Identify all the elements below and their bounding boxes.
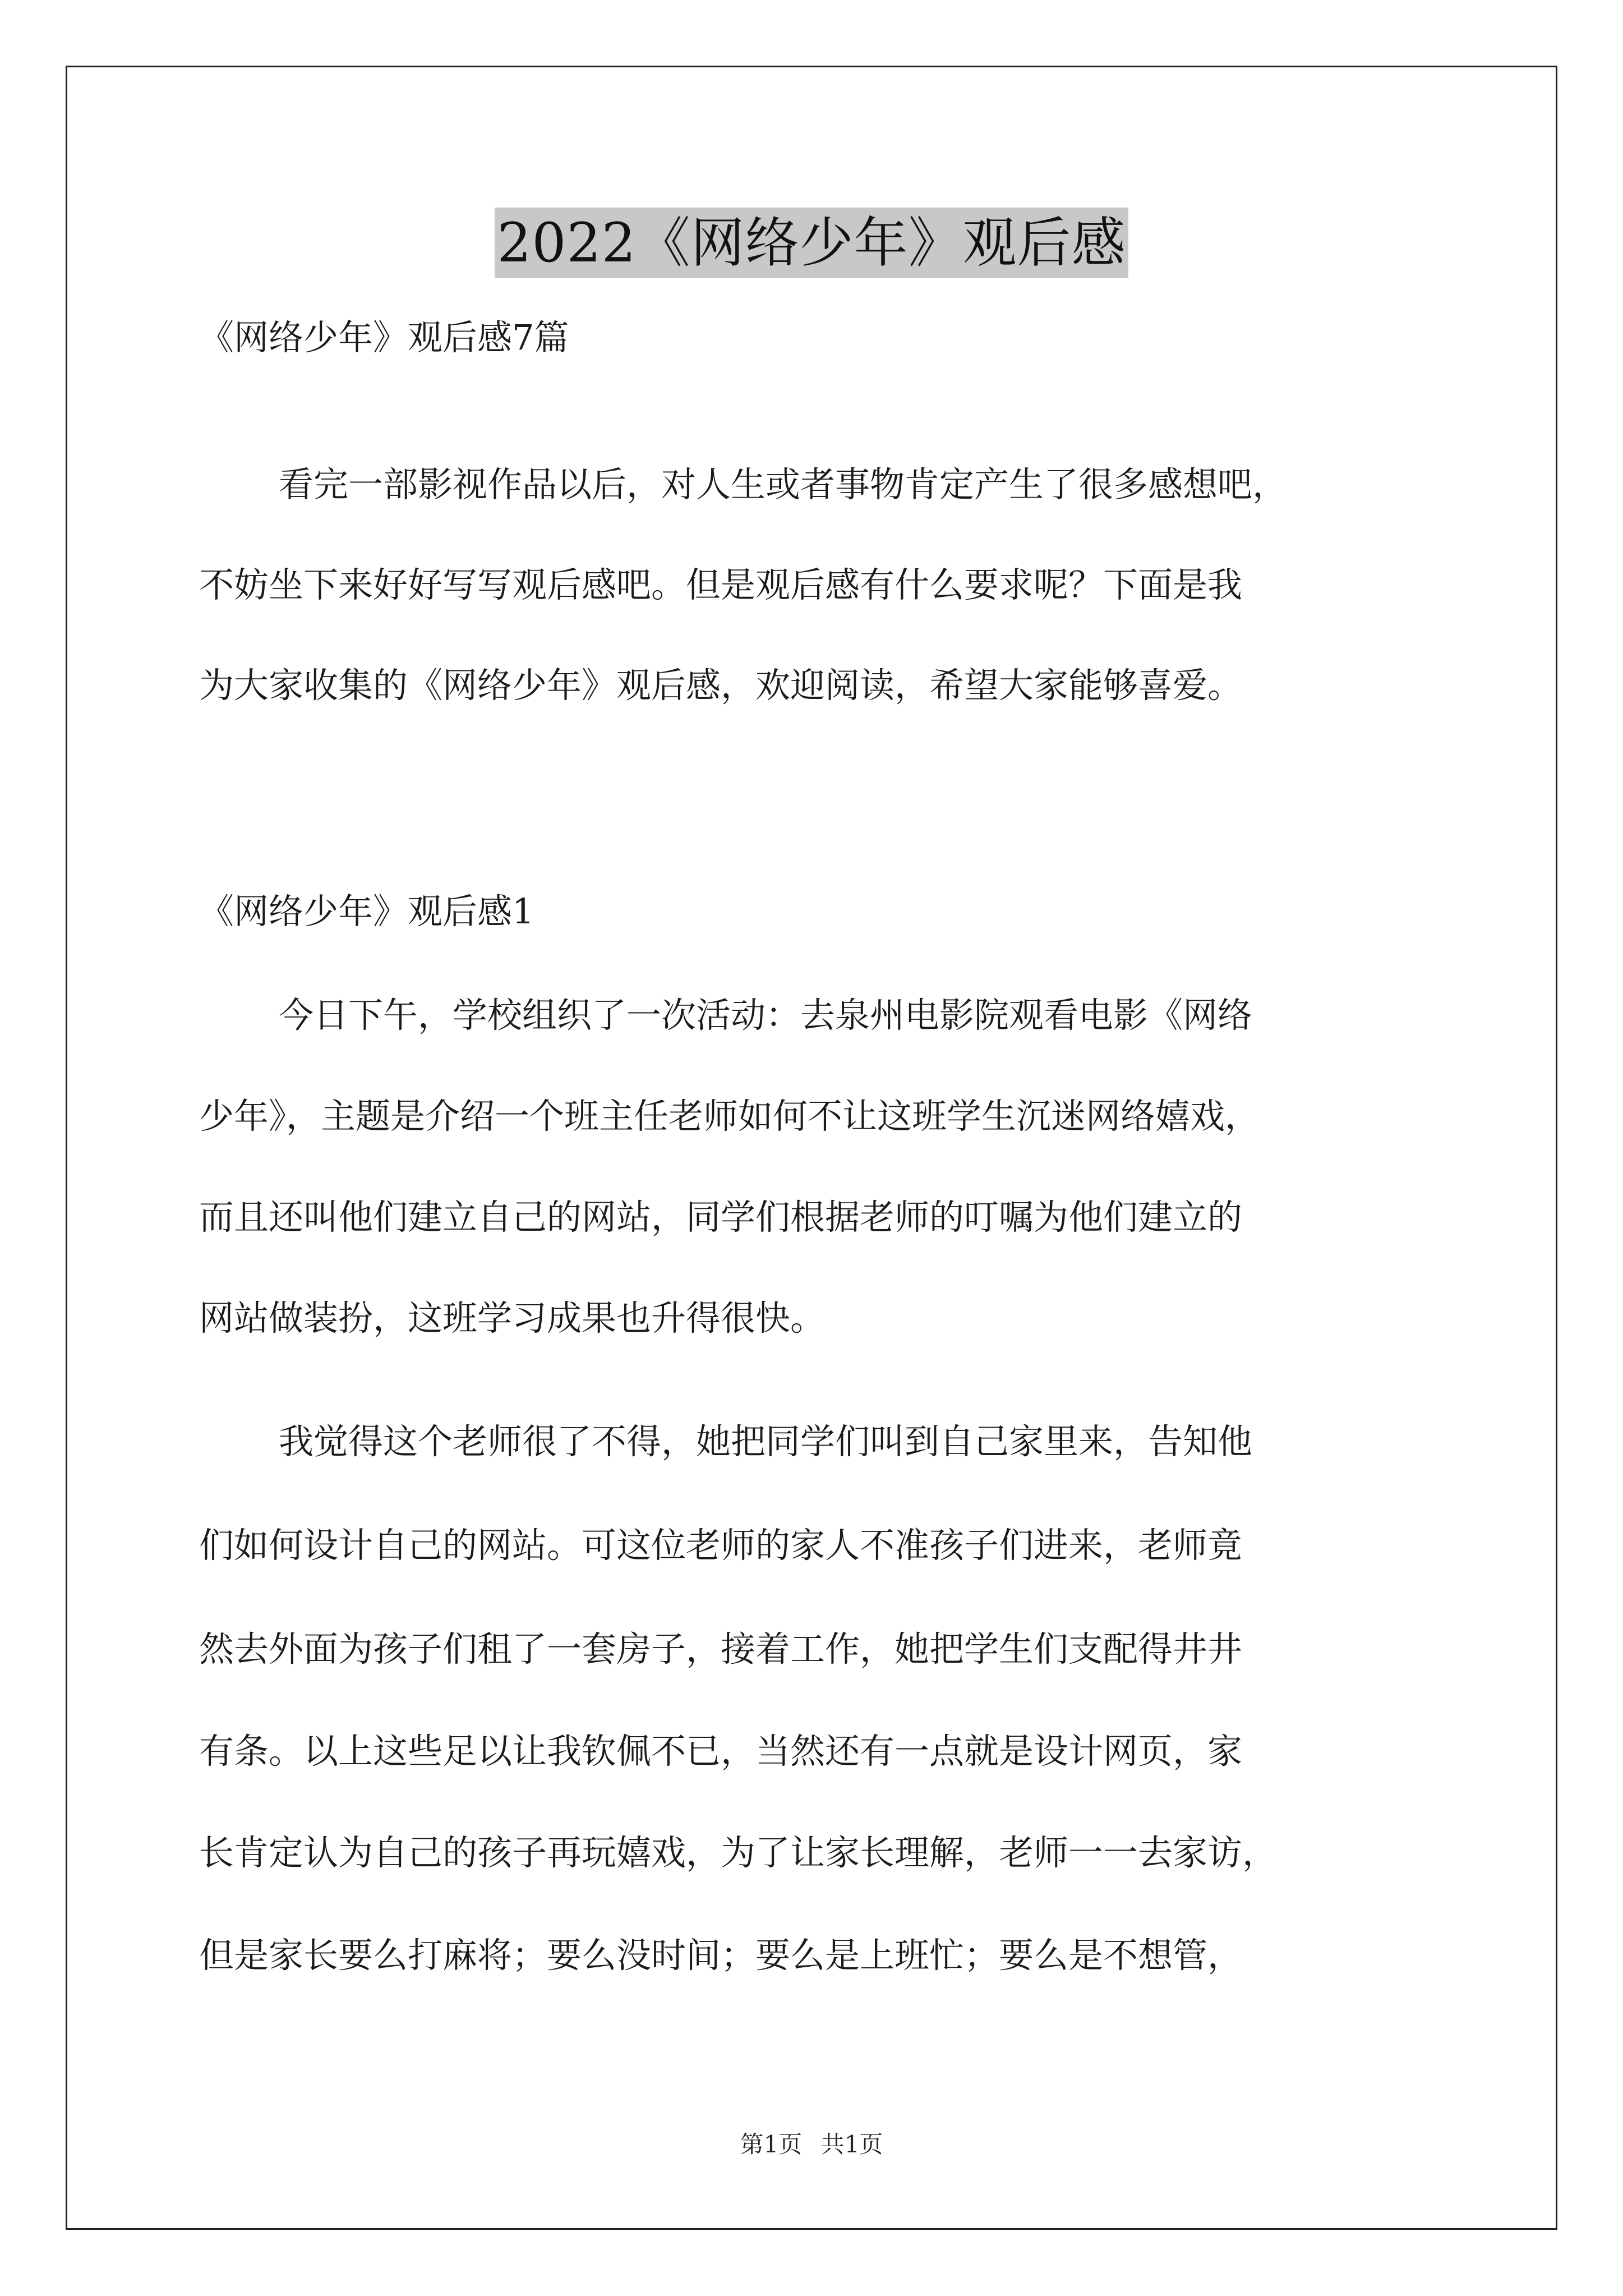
page-number-total: 共1页 [820, 2131, 883, 2158]
intro-line-3: 为大家收集的《网络少年》观后感，欢迎阅读，希望大家能够喜爱。 [199, 665, 1243, 706]
page-footer [0, 2129, 1623, 2160]
page-number-current: 第1页 [740, 2131, 803, 2158]
intro-line-2: 不妨坐下来好好写写观后感吧。但是观后感有什么要求呢？下面是我 [199, 564, 1243, 605]
document-title: 2022《网络少年》观后感 [495, 208, 1128, 278]
page-border [66, 66, 1557, 2230]
para2-line-5: 长肯定认为自己的孩子再玩嬉戏，为了让家长理解，老师一一去家访， [199, 1832, 1278, 1873]
para2-line-2: 们如何设计自己的网站。可这位老师的家人不准孩子们进来，老师竟 [199, 1525, 1243, 1566]
para2-line-3: 然去外面为孩子们租了一套房子，接着工作，她把学生们支配得井井 [199, 1628, 1243, 1669]
para1-line-3: 而且还叫他们建立自己的网站，同学们根据老师的叮嘱为他们建立的 [199, 1197, 1243, 1237]
title-container [0, 208, 1623, 278]
para2-line-4: 有条。以上这些足以让我钦佩不已，当然还有一点就是设计网页，家 [199, 1731, 1243, 1772]
para1-line-1: 今日下午，学校组织了一次活动：去泉州电影院观看电影《网络 [279, 995, 1253, 1036]
document-subtitle: 《网络少年》观后感7篇 [199, 317, 569, 358]
para2-line-6: 但是家长要么打麻将；要么没时间；要么是上班忙；要么是不想管， [199, 1935, 1243, 1976]
para2-line-1: 我觉得这个老师很了不得，她把同学们叫到自己家里来，告知他 [279, 1421, 1253, 1462]
para1-line-2: 少年》，主题是介绍一个班主任老师如何不让这班学生沉迷网络嬉戏， [199, 1096, 1260, 1137]
section-heading: 《网络少年》观后感1 [199, 891, 534, 932]
para1-line-4: 网站做装扮，这班学习成果也升得很快。 [199, 1297, 826, 1338]
intro-line-1: 看完一部影视作品以后，对人生或者事物肯定产生了很多感想吧， [279, 464, 1288, 505]
